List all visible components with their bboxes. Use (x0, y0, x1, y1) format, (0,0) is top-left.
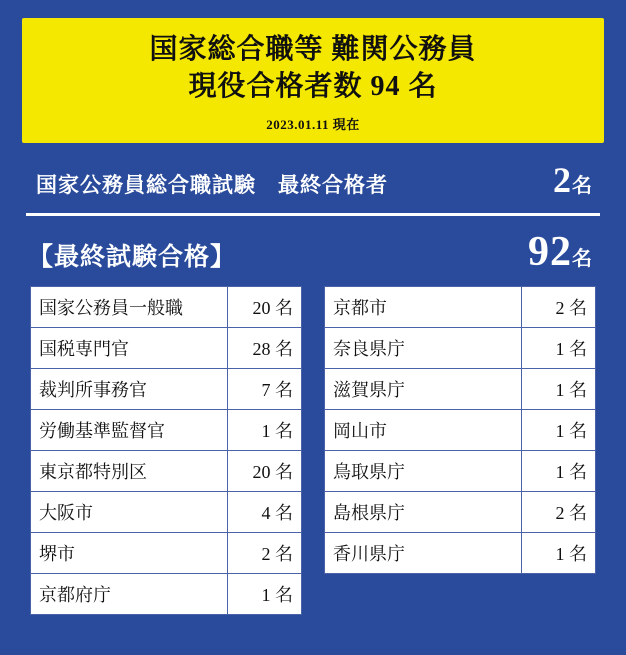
result-name: 鳥取県庁 (325, 450, 522, 491)
primary-result-unit: 名 (572, 174, 592, 197)
result-name: 東京都特別区 (31, 450, 228, 491)
primary-result-value (553, 159, 592, 201)
result-count: 1 名 (522, 409, 596, 450)
table-row (31, 573, 302, 614)
section-total-value (528, 228, 592, 276)
table-row (31, 409, 302, 450)
table-row (325, 409, 596, 450)
banner-title-line-1: 国家総合職等 難関公務員 (149, 34, 477, 65)
section-title: 【最終試験合格】 (28, 243, 237, 271)
banner-title-line-2: 現役合格者数 94 名 (188, 70, 438, 102)
table-row (31, 532, 302, 573)
table-row (325, 450, 596, 491)
result-name: 大阪市 (31, 491, 228, 532)
result-name: 堺市 (31, 532, 228, 573)
result-count: 28 名 (228, 327, 302, 368)
table-row (325, 368, 596, 409)
result-name: 京都市 (325, 286, 522, 327)
primary-result-number: 2 (553, 159, 572, 200)
results-table-left (30, 286, 302, 615)
result-name: 労働基準監督官 (31, 409, 228, 450)
results-column-right (324, 286, 596, 615)
result-count: 1 名 (522, 450, 596, 491)
result-count: 7 名 (228, 368, 302, 409)
results-columns (22, 286, 604, 615)
result-count: 20 名 (228, 286, 302, 327)
table-row (31, 368, 302, 409)
result-count: 2 名 (228, 532, 302, 573)
table-row (325, 286, 596, 327)
result-name: 島根県庁 (325, 491, 522, 532)
result-count: 1 名 (228, 573, 302, 614)
result-name: 奈良県庁 (325, 327, 522, 368)
result-name: 国税専門官 (31, 327, 228, 368)
result-count: 1 名 (522, 327, 596, 368)
table-row (31, 450, 302, 491)
section-total-unit: 名 (572, 247, 592, 270)
result-name: 岡山市 (325, 409, 522, 450)
result-count: 1 名 (522, 532, 596, 573)
section-total-number: 92 (528, 228, 572, 275)
table-row (31, 327, 302, 368)
section-header-row (22, 216, 604, 286)
result-count: 1 名 (522, 368, 596, 409)
result-count: 2 名 (522, 286, 596, 327)
table-row (31, 491, 302, 532)
result-count: 20 名 (228, 450, 302, 491)
result-name: 滋賀県庁 (325, 368, 522, 409)
result-count: 2 名 (522, 491, 596, 532)
result-name: 香川県庁 (325, 532, 522, 573)
table-row (325, 327, 596, 368)
result-count: 4 名 (228, 491, 302, 532)
result-count: 1 名 (228, 409, 302, 450)
result-name: 裁判所事務官 (31, 368, 228, 409)
banner-date: 2023.01.11 現在 (266, 116, 360, 132)
primary-result-row (22, 143, 604, 213)
headline-banner (22, 18, 604, 143)
results-column-left (30, 286, 302, 615)
result-name: 国家公務員一般職 (31, 286, 228, 327)
table-row (325, 532, 596, 573)
results-table-right (324, 286, 596, 574)
primary-result-label: 国家公務員総合職試験 最終合格者 (36, 172, 388, 197)
table-row (31, 286, 302, 327)
table-row (325, 491, 596, 532)
result-name: 京都府庁 (31, 573, 228, 614)
